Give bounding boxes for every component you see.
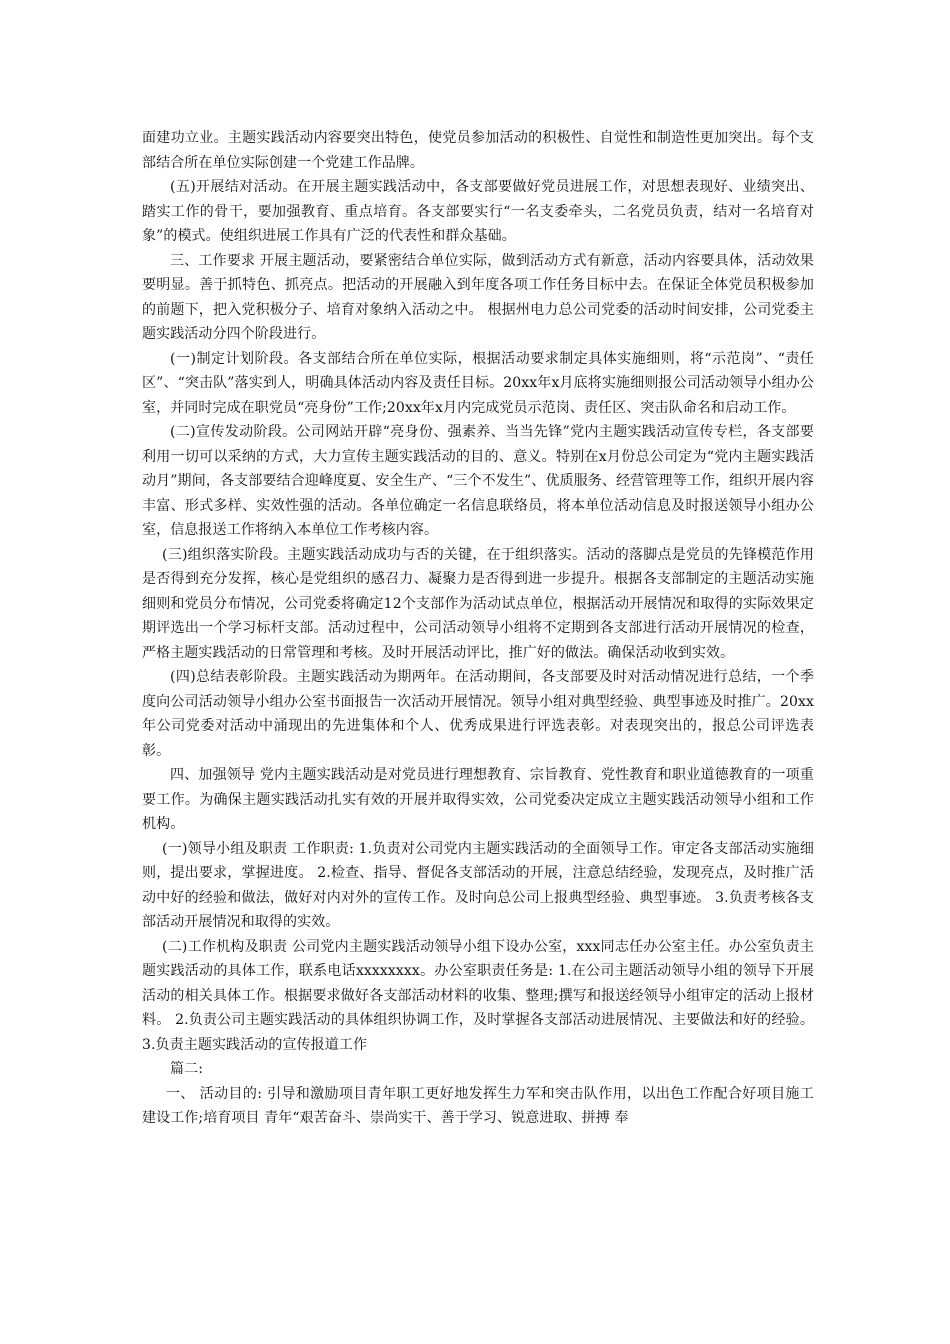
paragraph-section-5: (五)开展结对活动。在开展主题实践活动中，各支部要做好党员进展工作，对思想表现好、业绩突出、踏实工作的骨干，要加强教育、重点培育。各支部要实行“一名支委牵头，二名党员负责，结对一名培育对象”的模式。使组织进展工作具有广泛的代表性和群众基础。 [142, 179, 814, 244]
paragraph-work-requirements: 三、工作要求 开展主题活动，要紧密结合单位实际，做到活动方式有新意，活动内容要具体，活动效果要明显。善于抓特色、抓亮点。把活动的开展融入到年度各项工作任务目标中去。在保证全体党员积极参加的前题下，把入党积极分子、培育对象纳入活动之中。 根据州电力总公司党委的活动时间安排，公司党委主题实践活动分四个阶段进行。 [142, 252, 814, 342]
paragraph-activity-purpose: 一、 活动目的: 引导和激励项目青年职工更好地发挥生力军和突击队作用，以出色工作配合好项目施工建设工作;培育项目 青年“艰苦奋斗、崇尚实干、善于学习、锐意进取、拼搏 奉 [142, 1085, 814, 1126]
paragraph-intro-continuation: 面建功立业。主题实践活动内容要突出特色，使党员参加活动的积极性、自觉性和制造性更加突出。每个支部结合所在单位实际创建一个党建工作品牌。 [142, 130, 814, 171]
paragraph-article-two-heading: 篇二: [170, 1061, 204, 1077]
paragraph-stage-3: (三)组织落实阶段。主题实践活动成功与否的关键，在于组织落实。活动的落脚点是党员的先锋模范作用是否得到充分发挥，核心是党组织的感召力、凝聚力是否得到进一步提升。根据各支部制定的主题活动实施细则和党员分布情况，公司党委将确定12个支部作为活动试点单位，根据活动开展情况和取得的实际效果定期评选出一个学习标杆支部。活动过程中，公司活动领导小组将不定期到各支部进行活动开展情况的检查，严格主题实践活动的日常管理和考核。及时开展活动评比，推广好的做法。确保活动收到实效。 [142, 546, 814, 661]
paragraph-stage-2: (二)宣传发动阶段。公司网站开辟“亮身份、强素养、当当先锋”党内主题实践活动宣传专栏，各支部要利用一切可以采纳的方式，大力宣传主题实践活动的目的、意义。特别在x月份总公司定为“党内主题实践活动月”期间，各支部要结合迎峰度夏、安全生产、“三个不发生”、优质服务、经营管理等工作，组织开展内容丰富、形式多样、实效性强的活动。各单位确定一名信息联络员，将本单位活动信息及时报送领导小组办公室，信息报送工作将纳入本单位工作考核内容。 [142, 424, 814, 538]
paragraph-work-office: (二)工作机构及职责 公司党内主题实践活动领导小组下设办公室，xxx同志任办公室主任。办公室负责主题实践活动的具体工作，联系电话xxxxxxxx。办公室职责任务是: 1.在公司主题活动领导小组的领导下开展活动的相关具体工作。根据要求做好各支部活动材料的收集、整理;撰写和报送经领导小组审定的活动上报材料。 2.负责公司主题实践活动的具体组织协调工作，及时掌握各支部活动进展情况、主要做法和好的经验。 3.负责主题实践活动的宣传报道工作 [142, 938, 814, 1053]
paragraph-leadership: 四、加强领导 党内主题实践活动是对党员进行理想教育、宗旨教育、党性教育和职业道德教育的一项重要工作。为确保主题实践活动扎实有效的开展并取得实效，公司党委决定成立主题实践活动领导小组和工作机构。 [142, 767, 814, 832]
paragraph-leading-group: (一)领导小组及职责 工作职责: 1.负责对公司党内主题实践活动的全面领导工作。审定各支部活动实施细则，提出要求，掌握进度。 2.检查、指导、督促各支部活动的开展，注意总结经验，发现亮点，及时推广活动中好的经验和做法，做好对内对外的宣传工作。及时向总公司上报典型经验、典型事迹。 3.负责考核各支部活动开展情况和取得的实效。 [142, 840, 814, 930]
paragraph-stage-4: (四)总结表彰阶段。主题实践活动为期两年。在活动期间，各支部要及时对活动情况进行总结，一个季度向公司活动领导小组办公室书面报告一次活动开展情况。领导小组对典型经验、典型事迹及时推广。20xx年公司党委对活动中涌现出的先进集体和个人、优秀成果进行评选表彰。对表现突出的，报总公司评选表彰。 [142, 669, 814, 759]
paragraph-stage-1: (一)制定计划阶段。各支部结合所在单位实际，根据活动要求制定具体实施细则，将“示范岗”、“责任区”、“突击队”落实到人，明确具体活动内容及责任目标。20xx年x月底将实施细则报公司活动领导小组办公室，并同时完成在职党员“亮身份”工作;20xx年x月内完成党员示范岗、责任区、突击队命名和启动工作。 [142, 350, 814, 416]
document-page [142, 126, 814, 1131]
